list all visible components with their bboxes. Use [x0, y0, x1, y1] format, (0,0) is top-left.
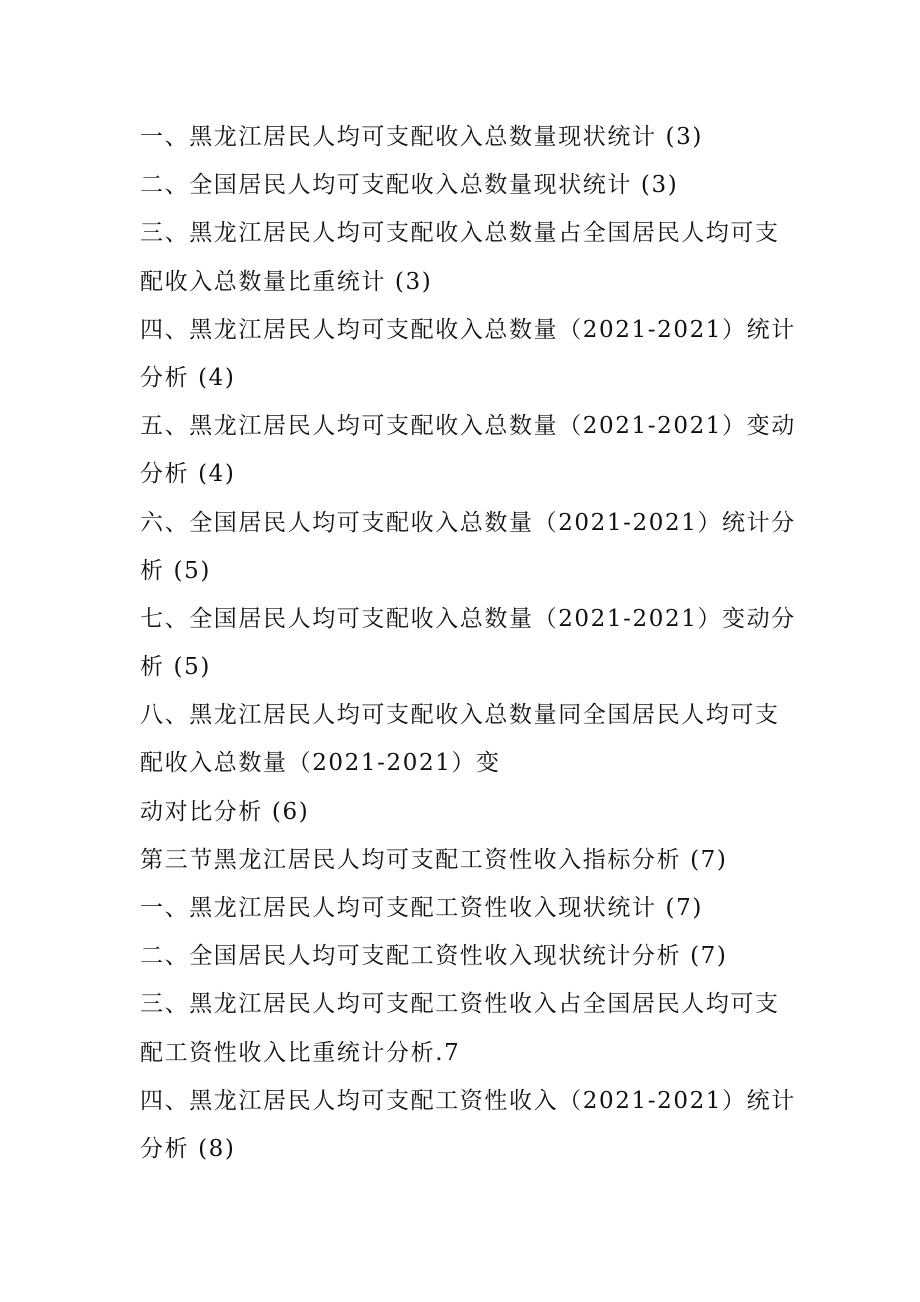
- toc-line: 配收入总数量比重统计 (3): [140, 268, 433, 295]
- toc-line: 三、黑龙江居民人均可支配收入总数量占全国居民人均可支: [140, 220, 780, 247]
- toc-line: 二、全国居民人均可支配工资性收入现状统计分析 (7): [140, 943, 728, 970]
- toc-line: 分析 (4): [140, 364, 236, 391]
- toc-line: 六、全国居民人均可支配收入总数量（2021-2021）统计分: [140, 509, 796, 536]
- toc-line: 四、黑龙江居民人均可支配工资性收入（2021-2021）统计: [140, 1087, 796, 1114]
- toc-line: 一、黑龙江居民人均可支配工资性收入现状统计 (7): [140, 895, 703, 921]
- toc-line: 五、黑龙江居民人均可支配收入总数量（2021-2021）变动: [140, 413, 796, 440]
- toc-line: 八、黑龙江居民人均可支配收入总数量同全国居民人均可支: [140, 702, 780, 729]
- toc-line: 动对比分析 (6): [140, 798, 310, 825]
- toc-line: 析 (5): [140, 557, 211, 584]
- toc-line: 分析 (4): [140, 461, 236, 488]
- toc-line: 四、黑龙江居民人均可支配收入总数量（2021-2021）统计: [140, 316, 796, 343]
- toc-line: 一、黑龙江居民人均可支配收入总数量现状统计 (3): [140, 124, 703, 150]
- toc-line: 配收入总数量（2021-2021）变: [140, 750, 501, 777]
- table-of-contents: [140, 113, 796, 1173]
- toc-line: 配工资性收入比重统计分析.7: [140, 1039, 461, 1066]
- toc-line: 三、黑龙江居民人均可支配工资性收入占全国居民人均可支: [140, 991, 780, 1018]
- toc-line: 析 (5): [140, 654, 211, 681]
- toc-line: 七、全国居民人均可支配收入总数量（2021-2021）变动分: [140, 605, 796, 632]
- toc-line: 分析 (8): [140, 1135, 236, 1162]
- toc-line: 二、全国居民人均可支配收入总数量现状统计 (3): [140, 172, 679, 199]
- toc-line: 第三节黑龙江居民人均可支配工资性收入指标分析 (7): [140, 846, 728, 873]
